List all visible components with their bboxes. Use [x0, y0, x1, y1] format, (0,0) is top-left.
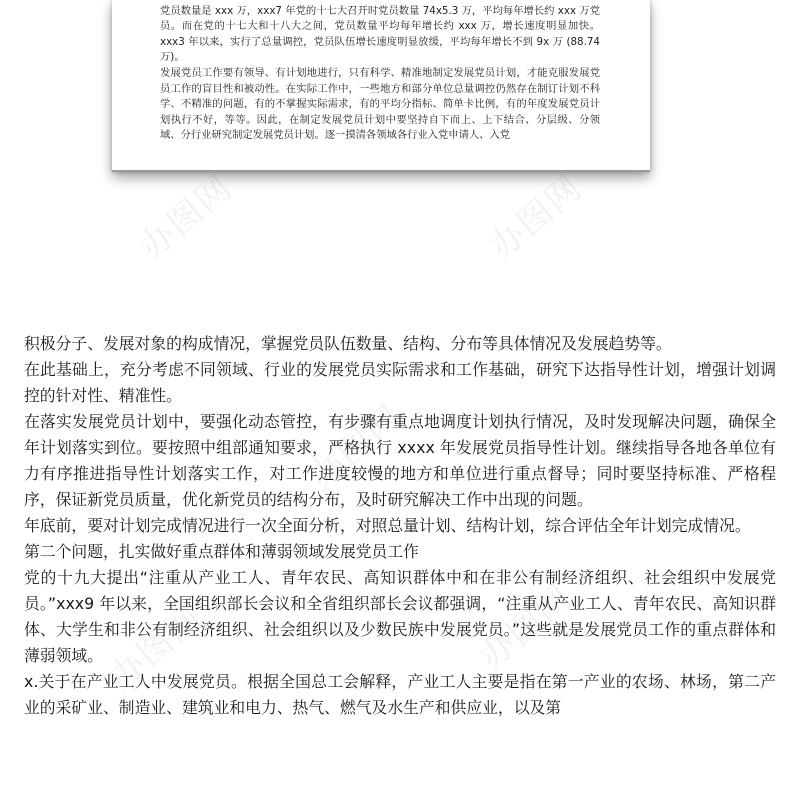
document-preview-card	[112, 0, 650, 172]
section-heading: 第二个问题，扎实做好重点群体和薄弱领域发展党员工作	[24, 542, 419, 561]
watermark: 办图网	[132, 167, 241, 268]
watermark: 办图网	[482, 167, 591, 268]
body-paragraph: 党的十九大提出“注重从产业工人、青年农民、高知识群体中和在非公有制经济组织、社会组织中发展党员。”xxx9 年以来，全国组织部长会议和全省组织部长会议都强调，“注重从产业工人、青年农民、高知识群体、大学生和非公有制经济组织、社会组织以及少数民族中发展党员。”这些就是发展党员工作的重点群体和薄弱领域。	[24, 568, 776, 665]
body-paragraph: 在此基础上，充分考虑不同领域、行业的发展党员实际需求和工作基础，研究下达指导性计划，增强计划调控的针对性、精准性。	[24, 360, 776, 405]
watermark: 办图网	[102, 597, 211, 698]
body-paragraph: 年底前，要对计划完成情况进行一次全面分析，对照总量计划、结构计划，综合评估全年计划完成情况。	[24, 516, 751, 535]
watermark: 办图网	[472, 577, 581, 678]
watermark: 办图网	[302, 397, 411, 498]
body-paragraph: 积极分子、发展对象的构成情况，掌握党员队伍数量、结构、分布等具体情况及发展趋势等。	[24, 334, 672, 353]
preview-paragraph: 发展党员工作要有领导、有计划地进行，只有科学、精准地制定发展党员计划，才能克服发展党员工作的盲目性和被动性。在实际工作中，一些地方和部分单位总量调控仍然存在制订计划不科学、不精准的问题，有的不掌握实际需求，有的平均分指标、简单卡比例，有的年度发展党员计划执行不好，等等。因此，在制定发展党员计划中要坚持自下而上、上下结合、分层级、分领域、分行业研究制定发展党员计划。逐一摸清各领域各行业入党申请人、入党	[160, 66, 600, 142]
preview-paragraph: 党员数量是 xxx 万，xxx7 年党的十七大召开时党员数量 74x5.3 万，平均每年增长约 xxx 万党员。而在党的十七大和十八大之间，党员数量平均每年增长约 xxx 万，增长速度明显加快。xxx3 年以来，实行了总量调控，党员队伍增长速度明显放缓，平均每年增长不到 9x 万 (88.74 万)。	[160, 4, 600, 64]
preview-text	[160, 0, 600, 144]
body-paragraph: 在落实发展党员计划中，要强化动态管控，有步骤有重点地调度计划执行情况，及时发现解决问题，确保全年计划落实到位。要按照中组部通知要求，严格执行 xxxx 年发展党员指导性计划。继续指导各地各单位有力有序推进指导性计划落实工作，对工作进度较慢的地方和单位进行重点督导；同时要坚持标准、严格程序，保证新党员质量，优化新党员的结构分布，及时研究解决工作中出现的问题。	[24, 412, 776, 509]
document-body	[24, 331, 776, 721]
body-paragraph: x.关于在产业工人中发展党员。根据全国总工会解释，产业工人主要是指在第一产业的农场、林场，第二产业的采矿业、制造业、建筑业和电力、热气、燃气及水生产和供应业，以及第	[24, 672, 776, 717]
